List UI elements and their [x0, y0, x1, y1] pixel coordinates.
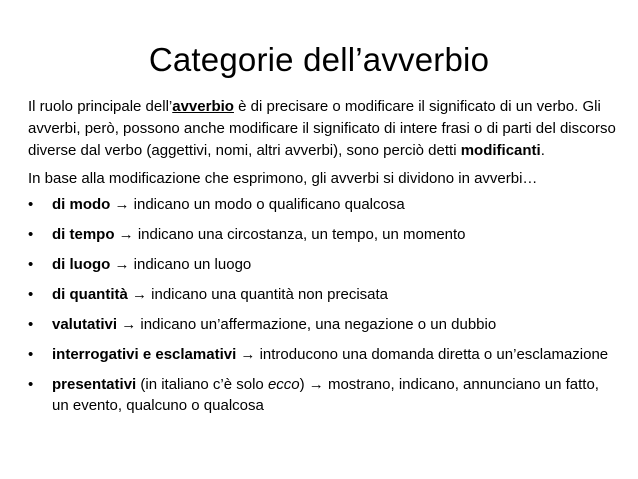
intro-keyword-modificanti: modificanti	[460, 142, 541, 159]
intro-text-start: Il ruolo principale dell’	[28, 98, 173, 115]
item-text-pre: (in italiano c’è solo	[136, 376, 268, 393]
item-text: → indicano un luogo	[110, 256, 252, 273]
item-text: → indicano una circostanza, un tempo, un momento	[114, 226, 466, 243]
item-term: presentativi	[52, 376, 137, 393]
item-term: valutativi	[52, 316, 118, 333]
bullet-icon: •	[28, 376, 34, 393]
intro-text-middle: è di precisare o modificare il significato di un verbo. Gli avverbi, però, possono anche modificare il significato di intere frasi o di parti del discorso diverse dal verbo (aggettivi, nomi, altri avverbi), sono perciò detti	[28, 98, 616, 159]
item-term: di tempo	[52, 226, 115, 243]
bullet-icon: •	[28, 196, 34, 213]
list-item	[28, 374, 616, 416]
intro-paragraph	[28, 96, 616, 162]
intro-text-end: .	[540, 142, 545, 159]
item-term: interrogativi e esclamativi	[52, 346, 237, 363]
adverb-category-list	[28, 194, 616, 416]
item-term: di luogo	[52, 256, 111, 273]
bullet-icon: •	[28, 286, 34, 303]
list-item	[28, 194, 616, 215]
item-text: → indicano una quantità non precisata	[127, 286, 389, 303]
intro-keyword-avverbio: avverbio	[172, 98, 234, 115]
list-item	[28, 284, 616, 305]
bullet-icon: •	[28, 226, 34, 243]
slide-body	[28, 96, 616, 425]
list-item	[28, 314, 616, 335]
bullet-icon: •	[28, 256, 34, 273]
item-italic-ecco: ecco	[267, 376, 300, 393]
list-item	[28, 344, 616, 365]
slide-title: Categorie dell’avverbio	[148, 41, 490, 78]
item-term: di quantità	[52, 286, 128, 303]
item-text: → introducono una domanda diretta o un’esclamazione	[236, 346, 609, 363]
bullet-icon: •	[28, 346, 34, 363]
list-item	[28, 224, 616, 245]
item-text-post: ) → mostrano, indicano, annunciano un fatto, un evento, qualcuno o qualcosa	[52, 376, 599, 414]
item-term: di modo	[52, 196, 111, 213]
lead-paragraph: In base alla modificazione che esprimono, gli avverbi si dividono in avverbi…	[28, 170, 538, 187]
bullet-icon: •	[28, 316, 34, 333]
list-item	[28, 254, 616, 275]
item-text: → indicano un’affermazione, una negazione o un dubbio	[117, 316, 497, 333]
item-text: → indicano un modo o qualificano qualcosa	[110, 196, 405, 213]
